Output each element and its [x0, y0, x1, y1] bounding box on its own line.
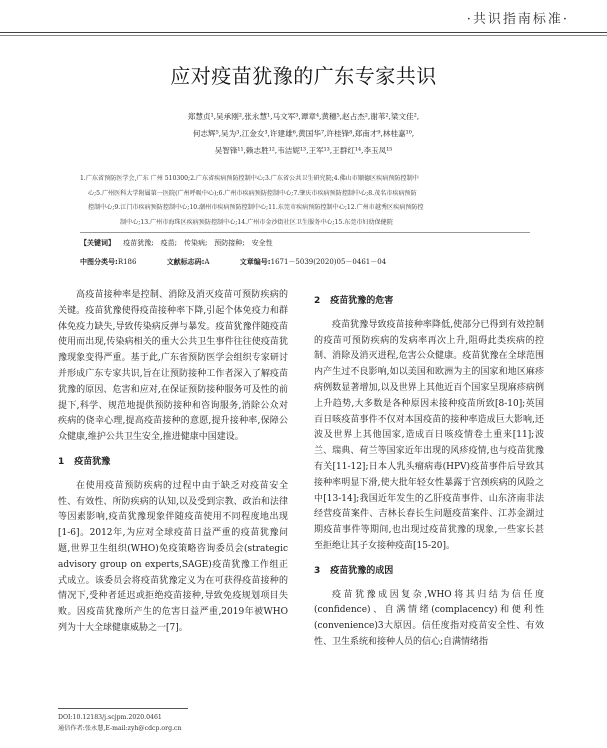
section-2-paragraph: 疫苗犹豫导致疫苗接种率降低,使部分已得到有效控制的疫苗可预防疾病的发病率再次上升,阻碍此类疾病的控制、消除及消灭进程,危害公众健康。疫苗犹豫在全球范围内产生过不良影响,如以美国和欧洲为主的国家和地区麻疹病例数显著增加,以及世界上其他近百个国家呈现麻疹病例上升趋势,大多数是各种原因未接种疫苗所致[8-10];英国百日咳疫苗事件不仅对本国疫苗的接种率造成巨大影响,还波及世界上其他国家,造成百日咳疫情卷土重来[11];波兰、瑞典、荷兰等国家近年出现的风疹疫情,也与疫苗犹豫有关[11-12];日本人乳头瘤病毒(HPV)疫苗事件后导致其接种率明显下滑,使大批年轻女性暴露于宫颈疾病的风险之中[13-14];我国近年发生的乙肝疫苗事件、山东济南非法经营疫苗案件、吉林长春长生问题疫苗案件、江苏金湖过期疫苗事件等期间,也出现过疫苗犹豫的现象,一些家长甚至拒绝让其子女接种疫苗[15-20]。	[314, 319, 544, 551]
author-list	[100, 108, 507, 159]
affiliations	[80, 172, 527, 230]
article-title: 应对疫苗犹豫的广东专家共识	[170, 64, 437, 88]
section-1-paragraph: 在使用疫苗预防疾病的过程中由于缺乏对疫苗安全性、有效性、所防疾病的认知,以及受到宗教、政治和法律等因素影响,疫苗犹豫现象伴随疫苗使用不同程度地出现[1-6]。2012年,为应对全球疫苗日益严重的疫苗犹豫问题,世界卫生组织(WHO)免疫策略咨询委员会(strategic advisory group on experts,SAGE)疫苗犹豫工作组正式成立。该委员会将疫苗犹豫定义为在可获得疫苗接种的情况下,受种者延迟或拒绝疫苗接种,导致免疫规划项目失败。因疫苗犹豫所产生的危害日益严重,2019年被WHO列为十大全球健康威胁之一[7]。	[58, 480, 288, 633]
section-header-tag: ·共识指南标准·	[466, 12, 569, 27]
keyword-divider	[80, 232, 530, 233]
affiliation-line: 制中心;13.广州市海珠区疾病预防控制中心;14.广州市金沙街社区卫生服务中心;15.东莞市妇幼保健院	[120, 218, 393, 226]
author-line: 郑慧贞¹,吴承刚²,张永慧¹,马文军³,谭章⁴,黄穗⁵,赵占杰²,谢苇²,梁文佳²,	[187, 112, 420, 121]
left-column	[58, 288, 288, 637]
author-line: 何志辉⁵,吴为³,江金女³,许建雄⁶,黄国华⁷,许桂锋⁸,郑南才⁹,林桂嘉¹⁰,	[192, 129, 415, 138]
affiliation-line: 1.广东省预防医学会,广东 广州 510300;2.广东省疾病预防控制中心;3.广东省公共卫生研究院;4.佛山市顺德区疾病预防控制中	[80, 175, 419, 182]
keywords-block	[80, 238, 540, 248]
document-code: 文献标志码:A	[166, 258, 210, 266]
header-divider-thin	[0, 35, 607, 36]
affiliation-line: 控制中心;9.江门市疾病预防控制中心;10.潮州市疾病预防控制中心;11.东莞市疾病预防控制中心;12.广州市越秀区疾病预防控	[88, 204, 424, 212]
doi-text: DOI:10.12183/j.scjpm.2020.0461	[58, 714, 162, 721]
section-heading-3: 3 疫苗犹豫的成因	[314, 565, 394, 576]
intro-paragraph: 高疫苗接种率是控制、消除及消灭疫苗可预防疾病的关键。疫苗犹豫使得疫苗接种率下降,引起个体免疫力和群体免疫力缺失,导致传染病反弹与暴发。疫苗犹豫伴随疫苗使用而出现,传染病相关的重大公共卫生事件往往使疫苗犹豫现象变得严重。基于此,广东省预防医学会组织专家研讨并形成广东专家共识,旨在让预防接种工作者深入了解疫苗犹豫的原因、危害和应对,在保证预防接种服务可及性的前提下,科学、规范地提供预防接种和咨询服务,消除公众对疾病的侥幸心理,提高疫苗接种的意愿,提升接种率,保障公众健康,维护公共卫生安全,推进健康中国建设。	[58, 290, 288, 443]
classification-line	[80, 257, 540, 267]
corresponding-author: 通信作者:张永慧,E-mail:zyh@cdcp.org.cn	[58, 725, 182, 732]
right-column	[314, 288, 544, 651]
section-heading-2: 2 疫苗犹豫的危害	[314, 296, 394, 306]
section-3-paragraph: 疫苗犹豫成因复杂,WHO将其归结为信任度(confidence)、自满情绪(complacency)和便利性(convenience)3大原因。信任度指对疫苗安全性、有效性、卫生系统和接种人员的信心;自满情绪指	[314, 589, 544, 647]
keywords-terms: 疫苗犹豫; 疫苗; 传染病; 预防接种; 安全性	[123, 239, 273, 247]
footnote-divider	[58, 708, 188, 709]
section-heading-1: 1 疫苗犹豫	[58, 456, 111, 467]
keywords-label: 【关键词】	[80, 239, 115, 247]
header-divider	[0, 32, 607, 33]
clc-number: 中图分类号:R186	[80, 258, 137, 266]
affiliation-line: 心;5.广州医科大学附属第一医院(广州呼吸中心);6.广州市疾病预防控制中心;7.肇庆市疾病预防控制中心;8.茂名市疾病预防	[88, 189, 417, 197]
footnote	[58, 712, 182, 734]
author-line: 吴智锋¹¹,赖志胜¹²,韦洁妮¹³,王军¹³,王群红¹⁴,李玉凤¹⁵	[214, 146, 393, 155]
article-number: 文章编号:1671－5039(2020)05－0461－04	[239, 258, 387, 266]
